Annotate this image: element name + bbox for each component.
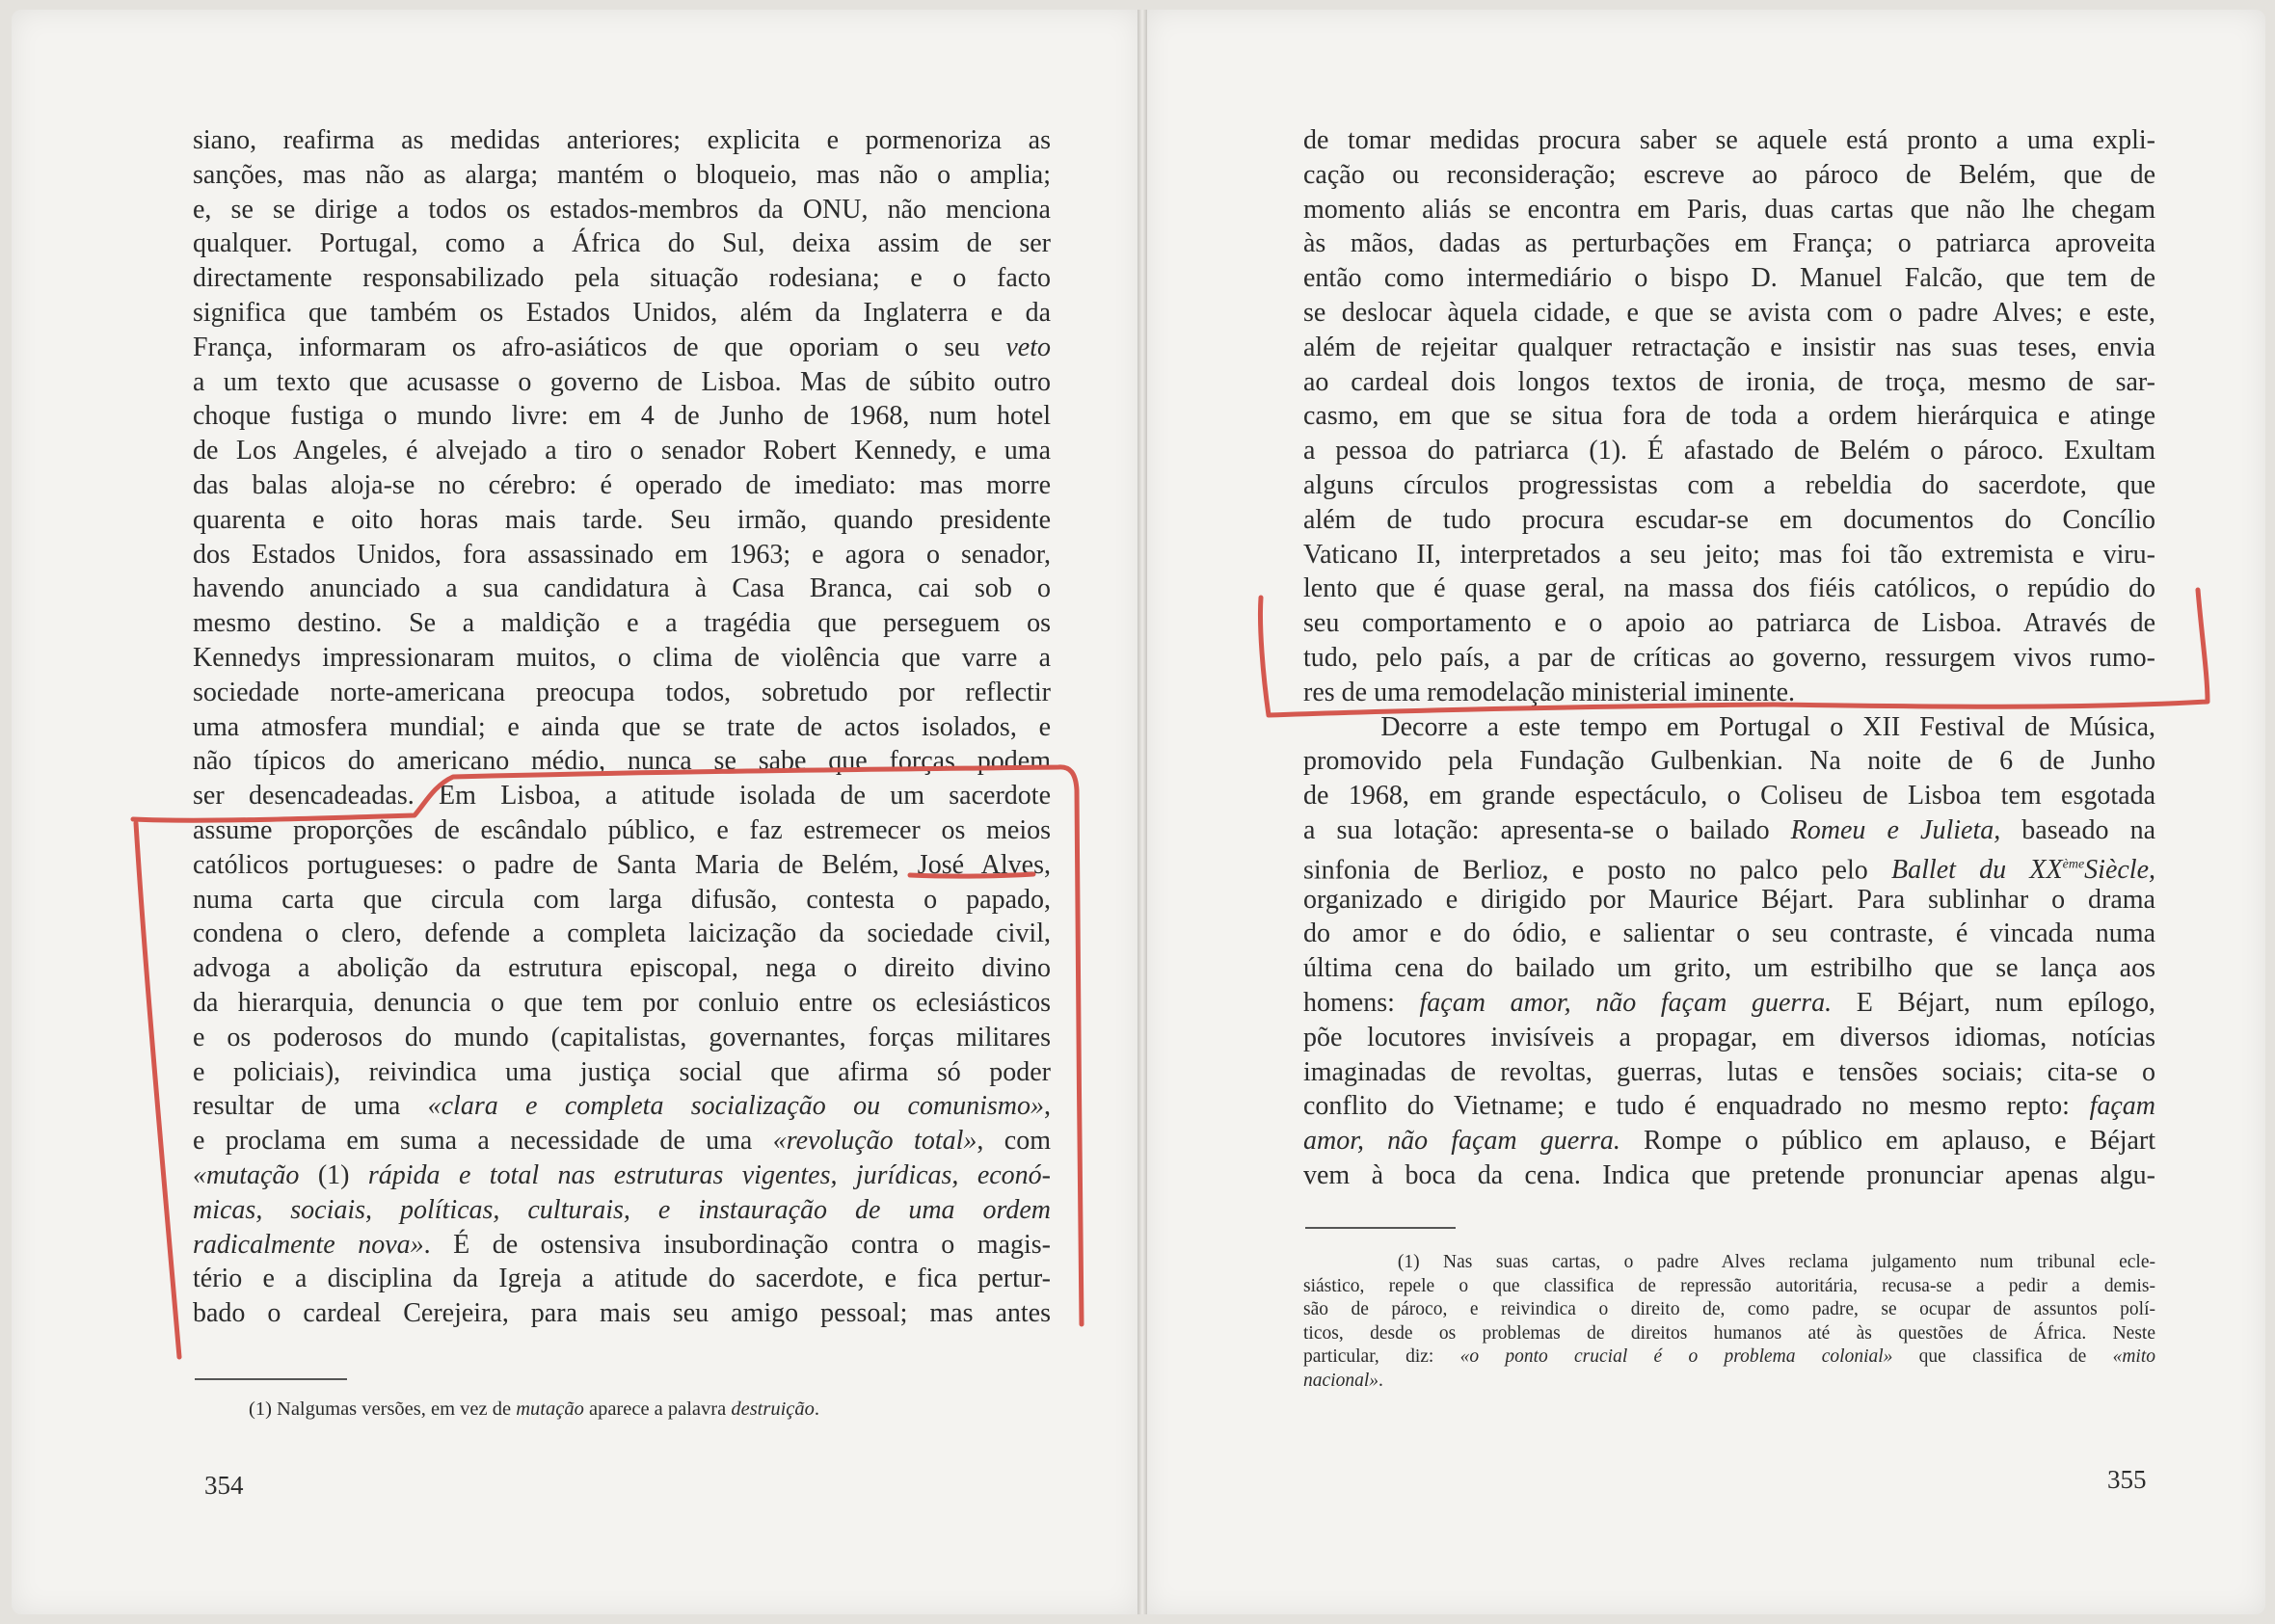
text-line: siano, reafirma as medidas anteriores; explicita e pormenoriza as (193, 125, 1051, 155)
text-line: condena o clero, defende a completa laicização da sociedade civil, (193, 918, 1051, 949)
text-line: casmo, em que se situa fora de toda a ordem hierárquica e atinge (1303, 401, 2155, 432)
text-line: alguns círculos progressistas com a rebeldia do sacerdote, que (1303, 470, 2155, 500)
left-footnote-text: (1) Nalgumas versões, em vez de mutação aparece a palavra destruição. (249, 1398, 820, 1420)
text-line: res de uma remodelação ministerial iminente. (1303, 677, 1796, 707)
text-line: católicos portugueses: o padre de Santa Maria de Belém, José Alves, (193, 849, 1051, 880)
text-line: micas, sociais, políticas, culturais, e instauração de uma ordem (193, 1194, 1051, 1225)
text-line: e proclama em suma a necessidade de uma «revolução total», com (193, 1126, 1051, 1157)
footnote-line: particular, diz: «o ponto crucial é o problema colonial» que classifica de «mito (1303, 1346, 2155, 1367)
text-line: qualquer. Portugal, como a África do Sul, deixa assim de ser (193, 228, 1051, 259)
text-line: de tomar medidas procura saber se aquele está pronto a uma expli- (1303, 125, 2155, 155)
text-line: conflito do Vietname; e tudo é enquadrado no mesmo repto: façam (1303, 1091, 2155, 1122)
text-line: Vaticano II, interpretados a seu jeito; mas foi tão extremista e viru- (1303, 539, 2155, 570)
text-line: organizado e dirigido por Maurice Béjart. Para sublinhar o drama (1303, 884, 2155, 915)
footnote-line: (1) Nas suas cartas, o padre Alves reclama julgamento num tribunal ecle- (1303, 1252, 2155, 1272)
page-number-right: 355 (2107, 1465, 2147, 1494)
text-line: se deslocar àquela cidade, e que se avista com o padre Alves; e este, (1303, 298, 2155, 328)
text-line: seu comportamento e o apoio ao patriarca de Lisboa. Através de (1303, 608, 2155, 639)
text-line: imaginadas de revoltas, guerras, lutas e tensões sociais; cita-se o (1303, 1056, 2155, 1087)
text-line: ao cardeal dois longos textos de ironia, de troça, mesmo de sar- (1303, 366, 2155, 397)
footnote-line: ticos, desde os problemas de direitos humanos até às questões de África. Neste (1303, 1322, 2155, 1344)
text-line: resultar de uma «clara e completa socialização ou comunismo», (193, 1091, 1051, 1122)
text-line: não típicos do americano médio, nunca se sabe que forças podem (193, 746, 1051, 777)
text-line: quarenta e oito horas mais tarde. Seu irmão, quando presidente (193, 504, 1051, 535)
text-line: lento que é quase geral, na massa dos fiéis católicos, o repúdio do (1303, 573, 2155, 604)
text-line: Kennedys impressionaram muitos, o clima de violência que varre a (193, 643, 1051, 673)
text-line: a pessoa do patriarca (1). É afastado de Belém o pároco. Exultam (1303, 436, 2155, 466)
text-line: e policiais), reivindica uma justiça social que afirma só poder (193, 1056, 1051, 1087)
text-line: advoga a abolição da estrutura episcopal, nega o direito divino (193, 953, 1051, 984)
text-line: bado o cardeal Cerejeira, para mais seu amigo pessoal; mas antes (193, 1298, 1051, 1329)
footnote-line: são de pároco, e reivindica o direito de, como padre, se ocupar de assuntos polí- (1303, 1299, 2155, 1319)
text-line: a sua lotação: apresenta-se o bailado Romeu e Julieta, baseado na (1303, 815, 2155, 845)
text-line: havendo anunciado a sua candidatura à Casa Branca, cai sob o (193, 573, 1051, 604)
left-footnote-rule (195, 1378, 347, 1380)
text-line: da hierarquia, denuncia o que tem por conluio entre os eclesiásticos (193, 988, 1051, 1018)
text-line: tério e a disciplina da Igreja a atitude do sacerdote, e fica pertur- (193, 1264, 1051, 1294)
text-line: além de rejeitar qualquer retractação e insistir nas suas teses, envia (1303, 332, 2155, 362)
text-line: às mãos, dadas as perturbações em França; o patriarca aproveita (1303, 228, 2155, 259)
text-line: sociedade norte-americana preocupa todos, sobretudo por reflectir (193, 677, 1051, 707)
text-line: de Los Angeles, é alvejado a tiro o senador Robert Kennedy, e uma (193, 436, 1051, 466)
text-line: França, informaram os afro-asiáticos de que oporiam o seu veto (193, 332, 1051, 362)
text-line: Decorre a este tempo em Portugal o XII Festival de Música, (1303, 711, 2155, 742)
text-line: uma atmosfera mundial; e ainda que se trate de actos isolados, e (193, 711, 1051, 742)
text-line: «mutação (1) rápida e total nas estruturas vigentes, jurídicas, econó- (193, 1160, 1051, 1190)
text-line: assume proporções de escândalo público, e faz estremecer os meios (193, 815, 1051, 845)
text-line: dos Estados Unidos, fora assassinado em 1963; e agora o senador, (193, 539, 1051, 570)
text-line: e, se se dirige a todos os estados-membros da ONU, não menciona (193, 194, 1051, 225)
text-line: directamente responsabilizado pela situação rodesiana; e o facto (193, 263, 1051, 294)
text-line: do amor e do ódio, e salientar o seu contraste, é vincada numa (1303, 918, 2155, 949)
text-line: põe locutores invisíveis a propagar, em diversos idiomas, notícias (1303, 1022, 2155, 1052)
text-line: sanções, mas não as alarga; mantém o bloqueio, mas não o amplia; (193, 159, 1051, 190)
text-line: promovido pela Fundação Gulbenkian. Na noite de 6 de Junho (1303, 746, 2155, 777)
text-line: significa que também os Estados Unidos, além da Inglaterra e da (193, 298, 1051, 328)
text-line: amor, não façam guerra. Rompe o público em aplauso, e Béjart (1303, 1126, 2155, 1157)
text-line: vem à boca da cena. Indica que pretende pronunciar apenas algu- (1303, 1160, 2155, 1190)
text-line: das balas aloja-se no cérebro: é operado de imediato: mas morre (193, 470, 1051, 500)
text-line: sinfonia de Berlioz, e posto no palco pelo Ballet du XXèmeSiècle, (1303, 855, 2156, 886)
text-line: radicalmente nova». É de ostensiva insubordinação contra o magis- (193, 1229, 1051, 1260)
text-line: cação ou reconsideração; escreve ao pároco de Belém, que de (1303, 159, 2155, 190)
text-line: momento aliás se encontra em Paris, duas cartas que não lhe chegam (1303, 194, 2155, 225)
text-line: tudo, pelo país, a par de críticas ao governo, ressurgem vivos rumo- (1303, 643, 2155, 673)
footnote-line: siástico, repele o que classifica de repressão autoritária, recusa-se a pedir a demis- (1303, 1275, 2155, 1296)
right-footnote-rule (1305, 1227, 1456, 1229)
text-line: mesmo destino. Se a maldição e a tragédia que perseguem os (193, 608, 1051, 639)
text-line: então como intermediário o bispo D. Manuel Falcão, que tem de (1303, 263, 2155, 294)
text-line: ser desencadeadas. Em Lisboa, a atitude isolada de um sacerdote (193, 781, 1051, 812)
text-line: além de tudo procura escudar-se em documentos do Concílio (1303, 504, 2155, 535)
page-number-left: 354 (204, 1471, 244, 1500)
text-line: a um texto que acusasse o governo de Lisboa. Mas de súbito outro (193, 366, 1051, 397)
text-line: e os poderosos do mundo (capitalistas, governantes, forças militares (193, 1022, 1051, 1052)
text-line: última cena do bailado um grito, um estribilho que se lança aos (1303, 953, 2155, 984)
text-line: choque fustiga o mundo livre: em 4 de Junho de 1968, num hotel (193, 401, 1051, 432)
text-line: de 1968, em grande espectáculo, o Coliseu de Lisboa tem esgotada (1303, 781, 2155, 812)
book-gutter (1138, 10, 1147, 1614)
text-line: homens: façam amor, não façam guerra. E Béjart, num epílogo, (1303, 988, 2155, 1018)
text-line: numa carta que circula com larga difusão, contesta o papado, (193, 884, 1051, 915)
footnote-line: nacional». (1303, 1370, 1383, 1391)
